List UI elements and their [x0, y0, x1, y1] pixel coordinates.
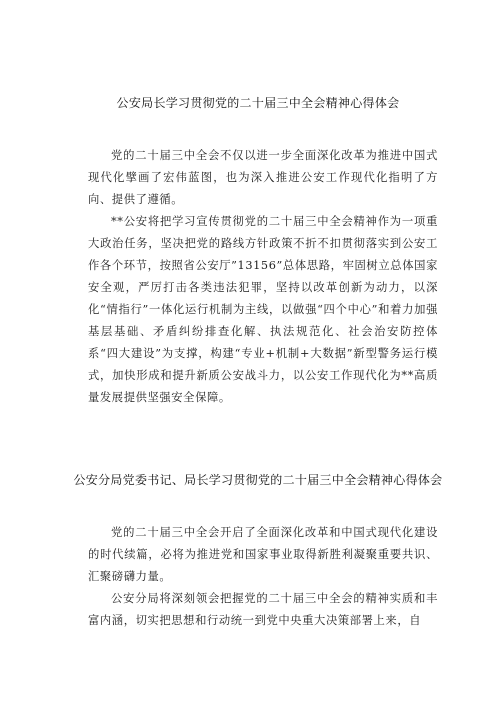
section-2-paragraph-1: 党的二十届三中全会开启了全面深化改革和中国式现代化建设的时代续篇，必将为推进党和国家事业取得新胜利凝聚重要共识、汇聚磅礴力量。: [88, 526, 438, 583]
section-2-title: 公安分局党委书记、局长学习贯彻党的二十届三中全会精神心得体会: [73, 473, 443, 487]
section-1: [88, 93, 438, 409]
section-1-paragraph-2: **公安将把学习宣传贯彻党的二十届三中全会精神作为一项重大政治任务，坚决把党的路线方针政策不折不扣贯彻落实到公安工作各个环节，按照省公安厅”13156”总体思路，牢固树立总体国家安全观，严厉打击各类违法犯罪，坚持以改革创新为动力，以深化“情指行”一体化运行机制为主线，以做强“四个中心”和着力加强基层基础、矛盾纠纷排查化解、执法规范化、社会治安防控体系“四大建设”为支撑，构建“专业+机制+大数据”新型警务运行模式，加快形成和提升新质公安战斗力，以公安工作现代化为**高质量发展提供坚强安全保障。: [88, 215, 438, 404]
section-2-paragraph-2: 公安分局将深刻领会把握党的二十届三中全会的精神实质和丰富内涵，切实把思想和行动统一到党中央重大决策部署上来，自: [88, 592, 438, 627]
section-1-title: 公安局长学习贯彻党的二十届三中全会精神心得体会: [116, 96, 400, 110]
section-2: [73, 470, 443, 632]
section-1-paragraph-1: 党的二十届三中全会不仅以进一步全面深化改革为推进中国式现代化擘画了宏伟蓝图，也为深入推进公安工作现代化指明了方向、提供了遵循。: [88, 149, 438, 206]
